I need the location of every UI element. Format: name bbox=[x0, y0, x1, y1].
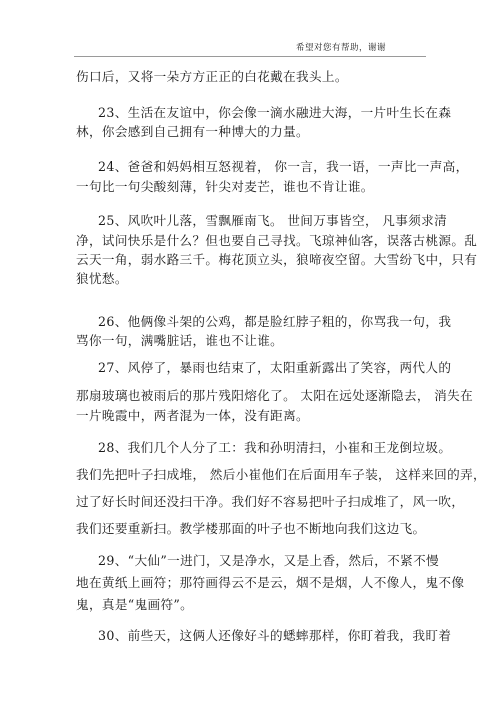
text-line: 26、他俩像斗架的公鸡，都是脸红脖子粗的，你骂我一句，我 bbox=[98, 314, 452, 329]
text-line: 林，你会感到自己拥有一种博大的力量。 bbox=[76, 124, 309, 139]
header-note: 希望对您有帮助，谢谢 bbox=[296, 43, 387, 53]
text-line: 24、爸爸和妈妈相互怒视着， 你一言，我一语，一声比一声高， bbox=[98, 159, 469, 174]
text-line: 过了好长时间还没扫干净。我们好不容易把叶子扫成堆了，风一吹， bbox=[76, 494, 465, 509]
text-line: 25、风吹叶儿落，雪飘雁南飞。 世间万事皆空， 凡事须求清 bbox=[98, 213, 448, 228]
text-line: 狼忧愁。 bbox=[76, 271, 128, 286]
text-line: 28、我们几个人分了工：我和孙明清扫，小崔和王龙倒垃圾。 bbox=[98, 440, 452, 455]
text-line: 27、风停了，暴雨也结束了，太阳重新露出了笑容，两代人的 bbox=[98, 360, 452, 375]
text-line: 一句比一句尖酸刻薄，针尖对麦芒，谁也不肯让谁。 bbox=[76, 179, 374, 194]
text-line: 那扇玻璃也被雨后的那片残阳熔化了。 太阳在远处逐渐隐去， 消失在 bbox=[76, 388, 474, 403]
text-line: 我们先把叶子扫成堆， 然后小崔他们在后面用车子装， 这样来回的弄， bbox=[76, 467, 486, 482]
text-line: 30、前些天，这俩人还像好斗的蟋蟀那样，你盯着我，我盯着 bbox=[98, 628, 452, 643]
text-line: 骂你一句，满嘴脏话，谁也不让谁。 bbox=[76, 333, 284, 348]
text-line: 29、“大仙”一进门，又是净水，又是上香，然后，不紧不慢 bbox=[98, 553, 439, 568]
text-line: 一片晚霞中，两者混为一体，没有距离。 bbox=[76, 408, 309, 423]
text-line: 鬼，真是“鬼画符”。 bbox=[76, 597, 194, 612]
text-line: 云天一角，弱水路三千。梅花顶立头，狼啼夜空留。大雪纷飞中，只有 bbox=[76, 252, 478, 267]
header-divider bbox=[74, 56, 426, 57]
text-line: 伤口后，又将一朵方方正正的白花戴在我头上。 bbox=[76, 69, 348, 84]
text-line: 净，试问快乐是什么？但也要自己寻找。飞琼神仙客，误落古桃源。乱 bbox=[76, 233, 478, 248]
text-line: 我们还要重新扫。教学楼那面的叶子也不断地向我们这边飞。 bbox=[76, 521, 426, 536]
text-line: 23、生活在友谊中，你会像一滴水融进大海，一片叶生长在森 bbox=[98, 105, 452, 120]
text-line: 地在黄纸上画符；那符画得云不是云，烟不是烟，人不像人，鬼不像 bbox=[76, 575, 465, 590]
